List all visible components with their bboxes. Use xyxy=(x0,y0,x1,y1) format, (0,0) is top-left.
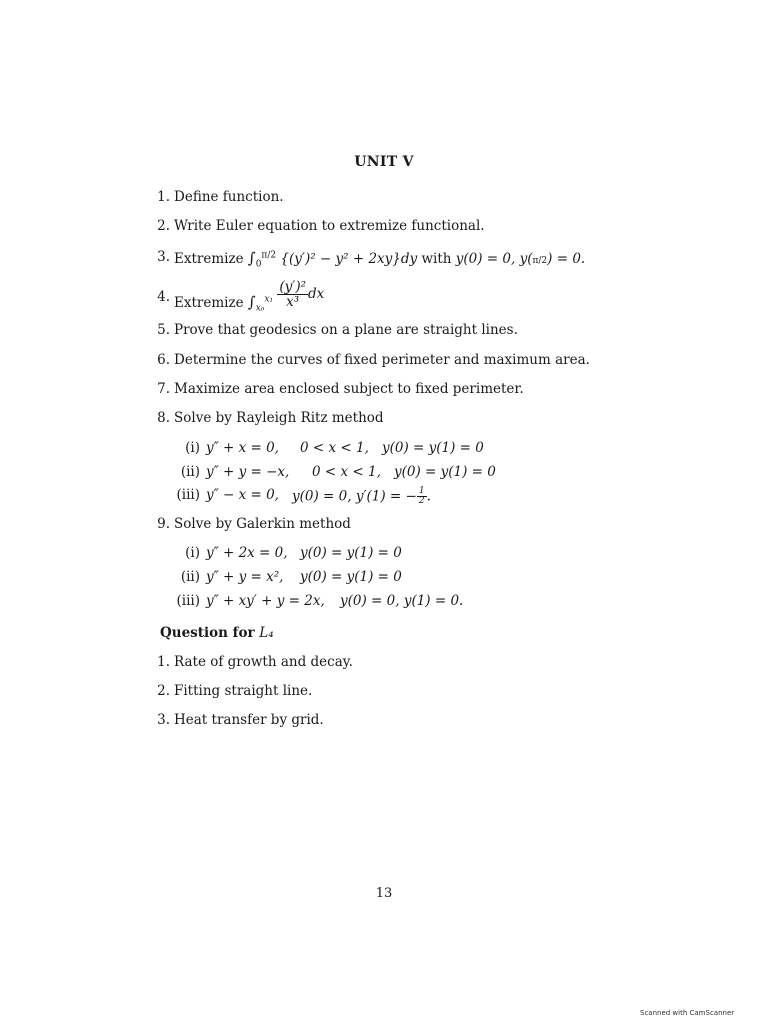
roman-numeral: (i) xyxy=(185,545,200,561)
section-label: Question for xyxy=(160,625,255,641)
boundary-condition: y(0) = y(1) = 0 xyxy=(394,464,496,480)
question-number: 3. xyxy=(157,712,170,728)
q3-bc-end: ) = 0. xyxy=(547,251,586,267)
question-number: 1. xyxy=(157,654,170,670)
question-number: 3. xyxy=(157,249,170,265)
q4-prefix: Extremize xyxy=(174,295,244,312)
question-number: 5. xyxy=(157,322,170,338)
page-number: 13 xyxy=(375,886,393,901)
equation: y″ − x = 0, xyxy=(206,487,279,503)
question-text: Solve by Galerkin method xyxy=(174,516,351,532)
equation: y″ + y = −x, xyxy=(206,464,290,480)
question-number: 7. xyxy=(157,381,170,397)
question-number: 2. xyxy=(157,683,170,699)
question-number: 2. xyxy=(157,218,170,234)
q4-denominator: x³ xyxy=(286,294,300,311)
unit-title: UNIT V xyxy=(354,154,414,170)
question-text: Prove that geodesics on a plane are straight lines. xyxy=(174,322,518,338)
equation: y″ + 2x = 0, xyxy=(206,545,288,561)
question-text: Heat transfer by grid. xyxy=(174,712,324,728)
domain-condition: 0 < x < 1, xyxy=(312,464,381,480)
question-number: 1. xyxy=(157,189,170,205)
q3-prefix: Extremize xyxy=(174,251,244,267)
section-sub: L₄ xyxy=(259,625,274,641)
q4-numerator: (y′)² xyxy=(279,279,306,295)
q3-integrand: {(y′)² − y² + 2xy}dy xyxy=(280,251,418,267)
question-text: Fitting straight line. xyxy=(174,683,313,699)
question-text: Determine the curves of fixed perimeter and maximum area. xyxy=(174,352,590,368)
q3-bc: y(0) = 0, y( xyxy=(455,251,533,267)
question-number: 6. xyxy=(157,352,170,368)
section-heading xyxy=(160,625,274,641)
equation: y″ + y = x², xyxy=(206,569,284,585)
domain-condition: 0 < x < 1, xyxy=(300,440,369,456)
question-text: Rate of growth and decay. xyxy=(174,654,353,670)
q4-tail: dx xyxy=(308,286,325,303)
question-number: 8. xyxy=(157,410,170,426)
roman-numeral: (iii) xyxy=(176,593,200,609)
q3-with: with xyxy=(421,251,452,267)
equation: y″ + xy′ + y = 2x, xyxy=(206,593,325,609)
question-text: Extremize $\int_{x_0}^{x_1}$ $\frac{\text{(y′)²}}{\text{x³}}$ dx xyxy=(174,279,325,314)
roman-numeral: (ii) xyxy=(180,569,200,585)
question-text: Maximize area enclosed subject to fixed perimeter. xyxy=(174,381,524,397)
question-text: Solve by Rayleigh Ritz method xyxy=(174,410,384,426)
boundary-condition: y(0) = y(1) = 0 xyxy=(300,545,402,561)
question-number: 4. xyxy=(157,289,170,305)
boundary-condition: y(0) = 0, y(1) = 0. xyxy=(340,593,464,609)
roman-numeral: (ii) xyxy=(180,464,200,480)
roman-numeral: (iii) xyxy=(176,487,200,503)
boundary-condition: y(0) = 0, y′(1) = − $\frac{1}{2}$ . xyxy=(292,486,431,507)
question-text: Extremize $\int_0^{\pi/2}$ {(y′)² − y² + 2xy}dy with y(0) = 0, y(π/2) = 0. xyxy=(174,249,586,270)
boundary-condition: y(0) = y(1) = 0 xyxy=(382,440,484,456)
roman-numeral: (i) xyxy=(185,440,200,456)
question-text: Write Euler equation to extremize functional. xyxy=(174,218,485,234)
question-number: 9. xyxy=(157,516,170,532)
equation: y″ + x = 0, xyxy=(206,440,279,456)
scanner-watermark: Scanned with CamScanner xyxy=(640,1009,735,1017)
boundary-condition: y(0) = y(1) = 0 xyxy=(300,569,402,585)
question-text: Define function. xyxy=(174,189,284,205)
